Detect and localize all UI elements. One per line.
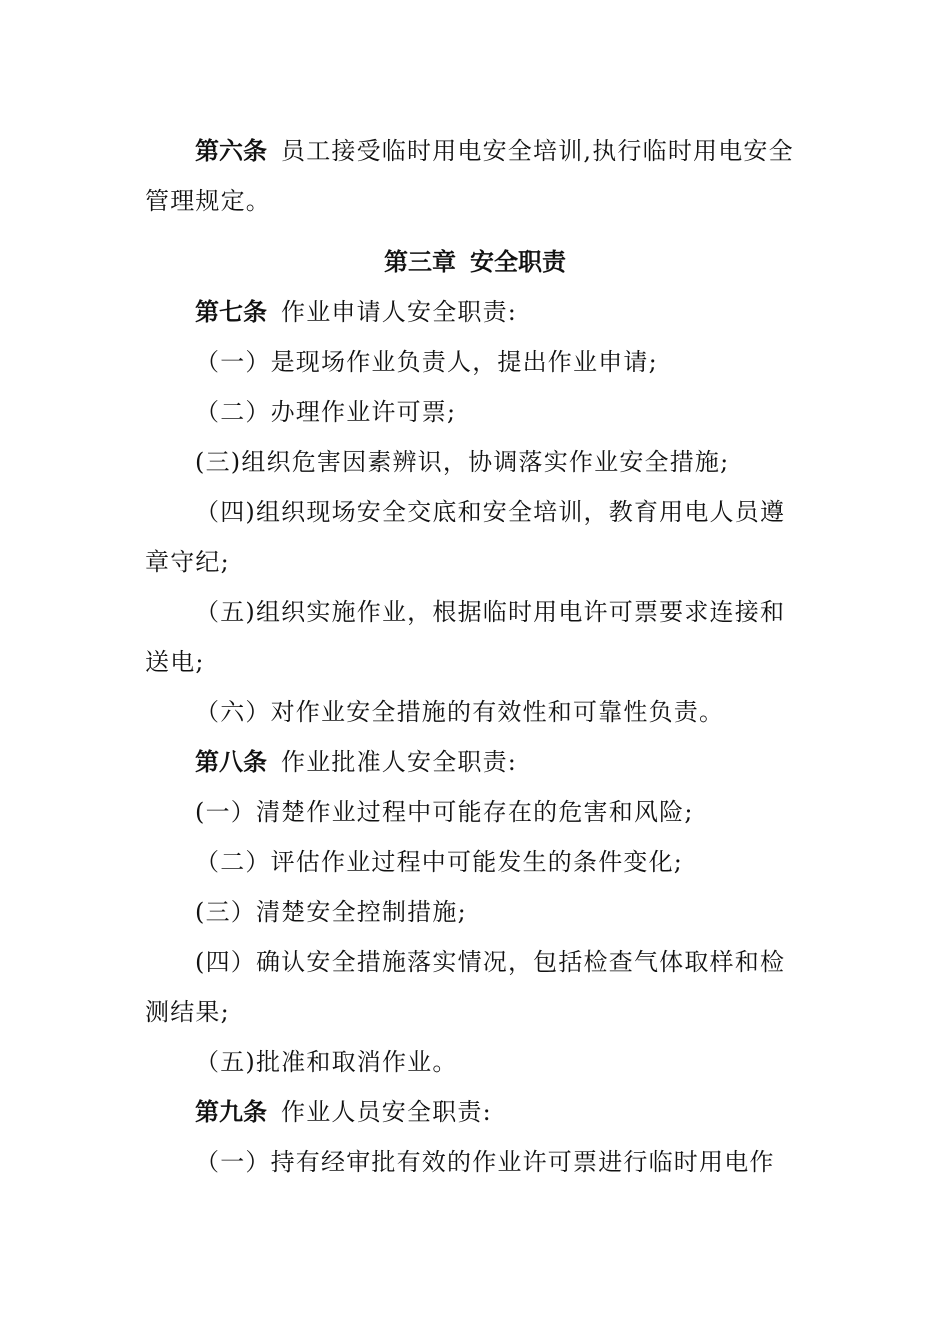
article-8-heading	[195, 747, 860, 777]
article-6-number: 第六条	[195, 137, 267, 165]
article-7-text: 作业申请人安全职责:	[281, 298, 518, 326]
article-7-item-5: （五)组织实施作业，根据临时用电许可票要求连接和	[195, 598, 786, 626]
chapter-3-number: 第三章	[384, 248, 456, 276]
article-9-heading	[195, 1097, 860, 1127]
article-8-number: 第八条	[195, 748, 267, 776]
article-8-item-3: (三）清楚安全控制措施;	[195, 898, 467, 926]
article-7-item-1: （一）是现场作业负责人，提出作业申请;	[195, 348, 658, 376]
article-9-text: 作业人员安全职责:	[281, 1098, 492, 1126]
article-6-text: 员工接受临时用电安全培训,执行临时用电安全	[281, 137, 794, 165]
article-8-item-4-cont: 测结果;	[145, 998, 230, 1026]
article-8-item-2: （二）评估作业过程中可能发生的条件变化;	[195, 848, 684, 876]
article-7-item-4: （四)组织现场安全交底和安全培训，教育用电人员遵	[195, 498, 786, 526]
chapter-3-title: 安全职责	[470, 248, 566, 276]
article-8-item-5: （五)批准和取消作业。	[195, 1048, 458, 1076]
article-7-number: 第七条	[195, 298, 267, 326]
article-7-item-2: （二）办理作业许可票;	[195, 398, 457, 426]
article-7-item-6: （六）对作业安全措施的有效性和可靠性负责。	[195, 698, 725, 726]
article-8-item-1: (一）清楚作业过程中可能存在的危害和风险;	[195, 798, 694, 826]
article-9-item-1: （一）持有经审批有效的作业许可票进行临时用电作	[195, 1148, 775, 1176]
article-7-item-5-cont: 送电;	[145, 648, 205, 676]
chapter-3-heading	[0, 247, 950, 277]
article-7-item-3: (三)组织危害因素辨识，协调落实作业安全措施;	[195, 448, 730, 476]
article-7-item-4-cont: 章守纪;	[145, 548, 230, 576]
article-8-item-4: (四）确认安全措施落实情况，包括检查气体取样和检	[195, 948, 786, 976]
article-6-line-1	[195, 136, 860, 166]
article-6-line-2: 管理规定。	[145, 187, 271, 215]
article-8-text: 作业批准人安全职责:	[281, 748, 518, 776]
article-9-number: 第九条	[195, 1098, 267, 1126]
article-7-heading	[195, 297, 860, 327]
